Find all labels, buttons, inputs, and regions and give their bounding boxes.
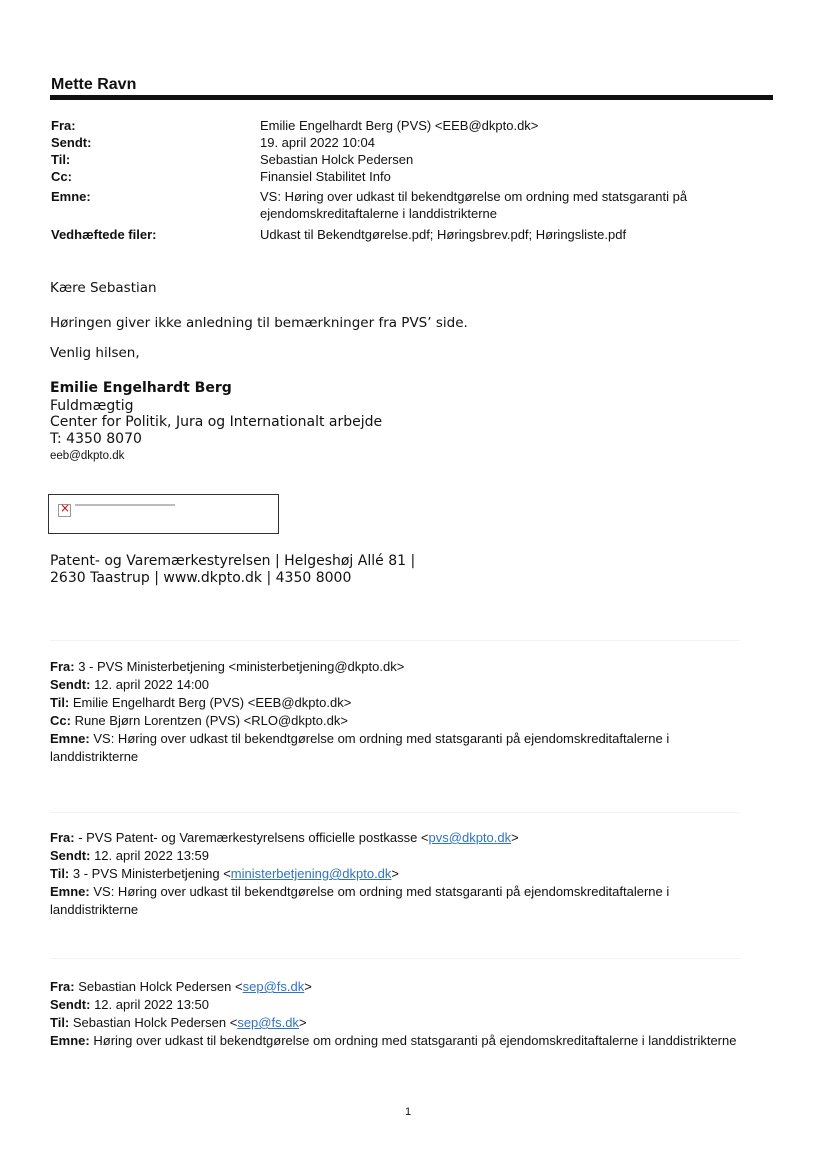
quoted-from: Fra: - PVS Patent- og Varemærkestyrelsens officielle postkasse <pvs@dkpto.dk> [50, 830, 519, 845]
header-label: Emne: [51, 189, 91, 204]
signature-name: Emilie Engelhardt Berg [50, 380, 232, 396]
header-value: Emilie Engelhardt Berg (PVS) <EEB@dkpto.dk> [260, 118, 539, 133]
header-label: Fra: [51, 118, 76, 133]
quoted-subject: Emne: VS: Høring over udkast til bekendtgørelse om ordning med statsgaranti på ejendomskreditaftalerne i landdistrikterne [50, 731, 670, 764]
quoted-message-2 [50, 829, 740, 919]
header-label: Cc: [51, 169, 72, 184]
quoted-message-3 [50, 978, 740, 1050]
email-link[interactable]: pvs@dkpto.dk [428, 830, 512, 845]
signature-title: Fuldmægtig [50, 398, 134, 414]
header-rule [50, 95, 773, 100]
footer-address-line-1: Patent- og Varemærkestyrelsen | Helgeshøj Allé 81 | [50, 553, 416, 569]
email-link[interactable]: sep@fs.dk [237, 1015, 299, 1030]
signature-email: eeb@dkpto.dk [50, 450, 125, 462]
message-greeting: Kære Sebastian [50, 280, 157, 296]
quoted-to: Til: Sebastian Holck Pedersen <sep@fs.dk> [50, 1015, 307, 1030]
footer-address-line-2: 2630 Taastrup | www.dkpto.dk | 4350 8000 [50, 570, 352, 586]
quoted-sent: Sendt: 12. april 2022 13:50 [50, 997, 210, 1012]
quoted-separator [50, 958, 740, 959]
header-label: Sendt: [51, 135, 92, 150]
page-number: 1 [405, 1106, 412, 1118]
quoted-to: Til: Emilie Engelhardt Berg (PVS) <EEB@dkpto.dk> [50, 695, 352, 710]
header-value: Udkast til Bekendtgørelse.pdf; Høringsbrev.pdf; Høringsliste.pdf [260, 227, 627, 242]
message-body: Høringen giver ikke anledning til bemærkninger fra PVS’ side. [50, 315, 468, 331]
broken-image-placeholder [48, 494, 279, 534]
quoted-message-1 [50, 658, 740, 766]
header-value: 19. april 2022 10:04 [260, 135, 375, 150]
header-value: Finansiel Stabilitet Info [260, 169, 391, 184]
quoted-separator [50, 640, 740, 641]
quoted-sent: Sendt: 12. april 2022 14:00 [50, 677, 210, 692]
header-label: Til: [51, 152, 71, 167]
signature-phone: T: 4350 8070 [50, 431, 142, 447]
header-label: Vedhæftede filer: [51, 227, 157, 242]
email-link[interactable]: sep@fs.dk [242, 979, 305, 994]
broken-image-icon [58, 504, 71, 517]
message-closing: Venlig hilsen, [50, 345, 140, 361]
quoted-subject: Emne: VS: Høring over udkast til bekendtgørelse om ordning med statsgaranti på ejendomskreditaftalerne i landdistrikterne [50, 884, 670, 917]
quoted-subject: Emne: Høring over udkast til bekendtgørelse om ordning med statsgaranti på ejendomskreditaftalerne i landdistrikterne [50, 1033, 737, 1048]
quoted-from: Fra: 3 - PVS Ministerbetjening <ministerbetjening@dkpto.dk> [50, 659, 405, 674]
quoted-cc: Cc: Rune Bjørn Lorentzen (PVS) <RLO@dkpto.dk> [50, 713, 348, 728]
quoted-separator [50, 812, 740, 813]
image-alt-text-line [75, 504, 175, 506]
header-value: VS: Høring over udkast til bekendtgørelse om ordning med statsgaranti på ejendomskreditaftalerne i landdistrikterne [260, 189, 688, 221]
header-value: Sebastian Holck Pedersen [260, 152, 414, 167]
mailbox-owner-name: Mette Ravn [51, 76, 137, 93]
quoted-sent: Sendt: 12. april 2022 13:59 [50, 848, 210, 863]
signature-department: Center for Politik, Jura og Internationalt arbejde [50, 414, 383, 430]
quoted-to: Til: 3 - PVS Ministerbetjening <ministerbetjening@dkpto.dk> [50, 866, 400, 881]
email-link[interactable]: ministerbetjening@dkpto.dk [230, 866, 392, 881]
quoted-from: Fra: Sebastian Holck Pedersen <sep@fs.dk> [50, 979, 312, 994]
